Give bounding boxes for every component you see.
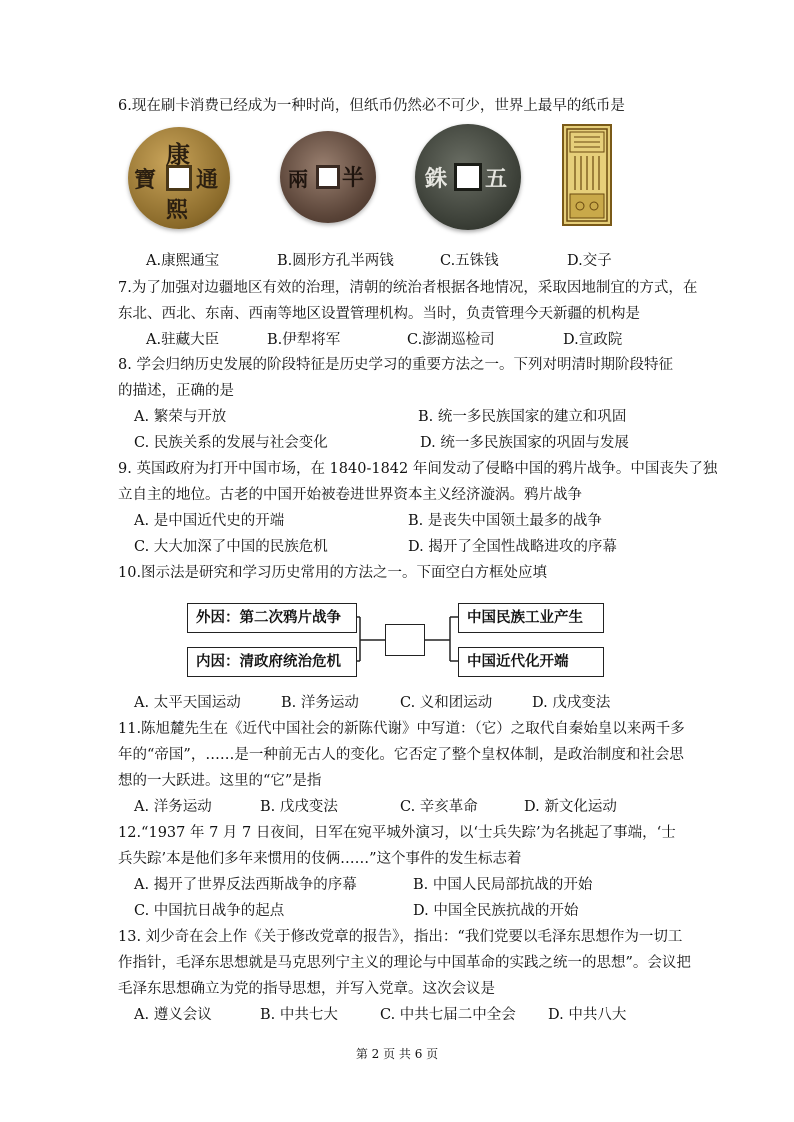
q9-option-b: B. 是丧失中国领土最多的战争 — [408, 513, 602, 529]
banliang-char-right: 半 — [342, 165, 365, 191]
kangxi-coin-image — [128, 127, 230, 229]
q12-option-d: D. 中国全民族抗战的开始 — [413, 903, 579, 919]
q9-option-a: A. 是中国近代史的开端 — [134, 513, 285, 529]
q11-line-1: 11.陈旭麓先生在《近代中国社会的新陈代谢》中写道：（它）之取代自秦始皇以来两千多 — [118, 721, 685, 737]
q9-line-2: 立自主的地位。古老的中国开始被卷进世界资本主义经济漩涡。鸦片战争 — [118, 487, 582, 503]
q13-line-2: 作指针，毛泽东思想就是马克思列宁主义的理论与中国革命的实践之统一的思想”。会议把 — [118, 955, 691, 971]
q12-option-a: A. 揭开了世界反法西斯战争的序幕 — [134, 877, 357, 893]
q8-option-c: C. 民族关系的发展与社会变化 — [134, 435, 328, 451]
diagram-result-top-box: 中国民族工业产生 — [458, 603, 604, 633]
banliang-coin-image — [280, 131, 376, 223]
q9-option-c: C. 大大加深了中国的民族危机 — [134, 539, 328, 555]
wuzhu-char-left: 銖 — [425, 166, 448, 192]
q8-option-a: A. 繁荣与开放 — [134, 409, 227, 425]
q12-line-2: 兵失踪’本是他们多年来惯用的伎俩……”这个事件的发生标志着 — [118, 851, 522, 867]
q10-option-a: A. 太平天国运动 — [134, 695, 241, 711]
diagram-internal-cause-box: 内因：清政府统治危机 — [187, 647, 357, 677]
q12-line-1: 12.“1937 年 7 月 7 日夜间，日军在宛平城外演习，以‘士兵失踪’为名挑起了事端，‘士 — [118, 825, 676, 841]
q6-option-a: A.康熙通宝 — [146, 253, 220, 269]
jiaozi-pattern-icon — [564, 126, 610, 224]
diagram-result-bottom-box: 中国近代化开端 — [458, 647, 604, 677]
page-footer: 第 2 页 共 6 页 — [355, 1047, 439, 1061]
q7-option-b: B.伊犁将军 — [267, 332, 341, 348]
q11-option-c: C. 辛亥革命 — [400, 799, 478, 815]
kangxi-char-top: 康 — [166, 140, 190, 169]
wuzhu-char-right: 五 — [485, 166, 508, 192]
q7-option-d: D.宣政院 — [563, 332, 623, 348]
q13-option-c: C. 中共七届二中全会 — [380, 1007, 516, 1023]
q12-option-b: B. 中国人民局部抗战的开始 — [413, 877, 593, 893]
q6-option-d: D.交子 — [567, 253, 612, 269]
q9-option-d: D. 揭开了全国性战略进攻的序幕 — [408, 539, 617, 555]
q13-option-d: D. 中共八大 — [548, 1007, 627, 1023]
q6-option-c: C.五铢钱 — [440, 253, 499, 269]
wuzhu-coin-image — [415, 124, 521, 230]
q11-line-2: 年的“帝国”，……是一种前无古人的变化。它否定了整个皇权体制，是政治制度和社会思 — [118, 747, 684, 763]
q13-option-a: A. 遵义会议 — [134, 1007, 212, 1023]
q8-line-1: 8. 学会归纳历史发展的阶段特征是历史学习的重要方法之一。下列对明清时期阶段特征 — [118, 357, 673, 373]
q10-option-d: D. 戊戌变法 — [532, 695, 611, 711]
q13-line-3: 毛泽东思想确立为党的指导思想，并写入党章。这次会议是 — [118, 981, 495, 997]
q11-option-a: A. 洋务运动 — [134, 799, 212, 815]
jiaozi-banknote-image — [562, 124, 612, 226]
q8-option-b: B. 统一多民族国家的建立和巩固 — [418, 409, 627, 425]
q13-line-1: 13. 刘少奇在会上作《关于修改党章的报告》，指出：“我们党要以毛泽东思想作为一切工 — [118, 929, 683, 945]
q11-option-b: B. 戊戌变法 — [260, 799, 338, 815]
q13-option-b: B. 中共七大 — [260, 1007, 338, 1023]
kangxi-char-left: 寶 — [134, 167, 157, 193]
q10-option-b: B. 洋务运动 — [281, 695, 359, 711]
diagram-external-cause-box: 外因：第二次鸦片战争 — [187, 603, 357, 633]
diagram-blank-box — [385, 624, 425, 656]
q11-option-d: D. 新文化运动 — [524, 799, 617, 815]
banliang-char-left: 兩 — [288, 167, 308, 191]
kangxi-char-bottom: 熙 — [166, 197, 189, 223]
q12-option-c: C. 中国抗日战争的起点 — [134, 903, 285, 919]
q7-line-2: 东北、西北、东南、西南等地区设置管理机构。当时，负责管理今天新疆的机构是 — [118, 306, 640, 322]
q11-line-3: 想的一大跃进。这里的“它”是指 — [118, 773, 322, 789]
q6-option-b: B.圆形方孔半两钱 — [277, 253, 394, 269]
q9-line-1: 9. 英国政府为打开中国市场，在 1840-1842 年间发动了侵略中国的鸦片战争。中国丧失了独 — [118, 461, 718, 477]
q8-option-d: D. 统一多民族国家的巩固与发展 — [420, 435, 629, 451]
kangxi-char-right: 通 — [196, 167, 219, 193]
q7-option-c: C.澎湖巡检司 — [407, 332, 495, 348]
q8-line-2: 的描述，正确的是 — [118, 383, 234, 399]
q10-option-c: C. 义和团运动 — [400, 695, 493, 711]
q7-line-1: 7.为了加强对边疆地区有效的治理，清朝的统治者根据各地情况，采取因地制宜的方式，在 — [118, 280, 698, 296]
q10-stem: 10.图示法是研究和学习历史常用的方法之一。下面空白方框处应填 — [118, 565, 548, 581]
q6-stem: 6.现在刷卡消费已经成为一种时尚，但纸币仍然必不可少，世界上最早的纸币是 — [118, 98, 625, 114]
q7-option-a: A.驻藏大臣 — [146, 332, 220, 348]
